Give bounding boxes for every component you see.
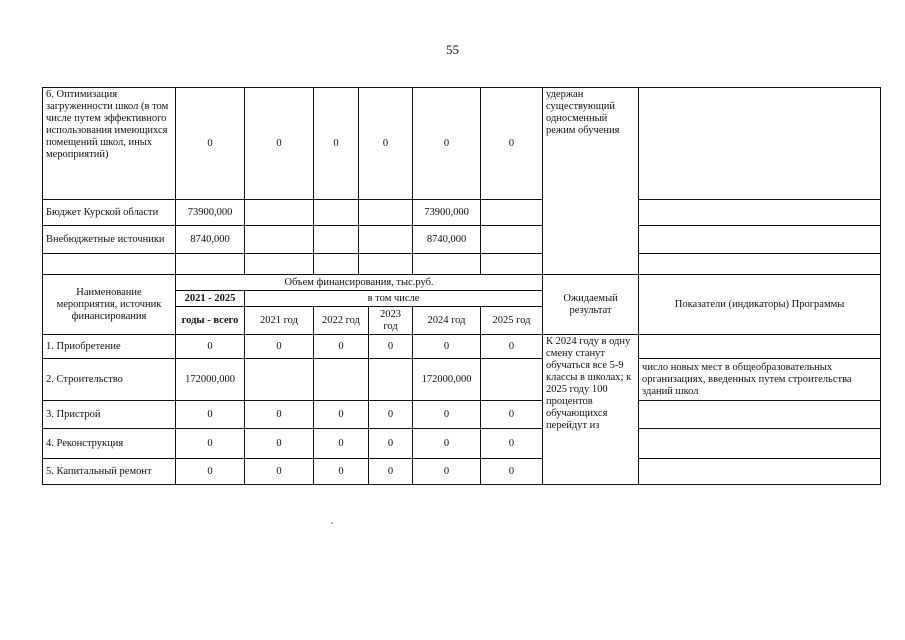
cell-total: 0 bbox=[176, 459, 245, 485]
header-year: 2022 год bbox=[314, 307, 369, 335]
page-number: 55 bbox=[446, 42, 459, 57]
header-name: Наименование мероприятия, источник финансирования bbox=[43, 275, 176, 335]
empty-cell bbox=[639, 254, 881, 275]
cell-2025 bbox=[481, 359, 543, 401]
source-name: Внебюджетные источники bbox=[43, 226, 176, 254]
header-period: 2021 - 2025 bbox=[176, 291, 245, 307]
cell-2023: 0 bbox=[359, 88, 413, 200]
empty-cell bbox=[245, 254, 314, 275]
source-name: Бюджет Курской области bbox=[43, 200, 176, 226]
header-year: 2021 год bbox=[245, 307, 314, 335]
row-name: 1. Приобретение bbox=[43, 335, 176, 359]
cell-2025: 0 bbox=[481, 88, 543, 200]
cell-total: 0 bbox=[176, 401, 245, 429]
cell-2021 bbox=[245, 226, 314, 254]
cell-2023: 0 bbox=[369, 429, 413, 459]
cell-2021: 0 bbox=[245, 88, 314, 200]
cell-2024: 0 bbox=[413, 429, 481, 459]
empty-cell bbox=[314, 254, 359, 275]
header-including: в том числе bbox=[245, 291, 543, 307]
cell-2024: 172000,000 bbox=[413, 359, 481, 401]
empty-cell bbox=[413, 254, 481, 275]
expected-result: К 2024 году в одну смену станут обучаться все 5-9 классы в школах; к 2025 году 100 процентов обучающихся перейдут из bbox=[543, 335, 639, 485]
cell-2024: 0 bbox=[413, 459, 481, 485]
cell-2023 bbox=[359, 226, 413, 254]
cell-2025: 0 bbox=[481, 429, 543, 459]
header-funding: Объем финансирования, тыс.руб. bbox=[176, 275, 543, 291]
cell-2024: 8740,000 bbox=[413, 226, 481, 254]
cell-total: 172000,000 bbox=[176, 359, 245, 401]
cell-total: 0 bbox=[176, 429, 245, 459]
cell-2022 bbox=[314, 226, 359, 254]
header-year: 2023 год bbox=[369, 307, 413, 335]
empty-cell bbox=[43, 254, 176, 275]
cell-2024: 73900,000 bbox=[413, 200, 481, 226]
header-year: 2024 год bbox=[413, 307, 481, 335]
cell-2024: 0 bbox=[413, 335, 481, 359]
row-indicator bbox=[639, 401, 881, 429]
cell-2025 bbox=[481, 226, 543, 254]
cell-total: 0 bbox=[176, 335, 245, 359]
cell-2023 bbox=[359, 200, 413, 226]
cell-2021: 0 bbox=[245, 429, 314, 459]
cell-2024: 0 bbox=[413, 88, 481, 200]
cell-2021: 0 bbox=[245, 459, 314, 485]
cell-2023: 0 bbox=[369, 401, 413, 429]
cell-2022: 0 bbox=[314, 429, 369, 459]
cell-2022: 0 bbox=[314, 459, 369, 485]
cell-2024: 0 bbox=[413, 401, 481, 429]
cell-total: 8740,000 bbox=[176, 226, 245, 254]
cell-2023: 0 bbox=[369, 459, 413, 485]
cell-2021: 0 bbox=[245, 401, 314, 429]
row-name: 2. Строительство bbox=[43, 359, 176, 401]
cell-2025 bbox=[481, 200, 543, 226]
row-indicator bbox=[639, 429, 881, 459]
cell-2025: 0 bbox=[481, 459, 543, 485]
cell-2021: 0 bbox=[245, 335, 314, 359]
cell-2021 bbox=[245, 200, 314, 226]
row-indicator bbox=[639, 335, 881, 359]
header-indicators: Показатели (индикаторы) Программы bbox=[639, 275, 881, 335]
cell-2022 bbox=[314, 359, 369, 401]
section-6-name: 6. Оптимизация загруженности школ (в том числе путем эффективного использования имеющихся помещений школ, иных мероприятий) bbox=[43, 88, 176, 200]
scan-speck bbox=[331, 522, 333, 524]
section-6-indicator bbox=[639, 88, 881, 200]
cell-2025: 0 bbox=[481, 335, 543, 359]
header-result: Ожидаемый результат bbox=[543, 275, 639, 335]
cell-2023 bbox=[369, 359, 413, 401]
header-year: 2025 год bbox=[481, 307, 543, 335]
funding-table-main bbox=[42, 274, 881, 485]
cell-2021 bbox=[245, 359, 314, 401]
row-name: 5. Капитальный ремонт bbox=[43, 459, 176, 485]
row-indicator: число новых мест в общеобразовательных организациях, введенных путем строительства зданий школ bbox=[639, 359, 881, 401]
cell-2022: 0 bbox=[314, 401, 369, 429]
cell-2022 bbox=[314, 200, 359, 226]
row-indicator bbox=[639, 459, 881, 485]
section-6-result: удержан существующий односменный режим обучения bbox=[543, 88, 639, 275]
cell-2022: 0 bbox=[314, 88, 359, 200]
cell-total: 0 bbox=[176, 88, 245, 200]
cell-2022: 0 bbox=[314, 335, 369, 359]
source-indicator bbox=[639, 200, 881, 226]
cell-2023: 0 bbox=[369, 335, 413, 359]
header-total: годы - всего bbox=[176, 307, 245, 335]
row-name: 4. Реконструкция bbox=[43, 429, 176, 459]
empty-cell bbox=[481, 254, 543, 275]
empty-cell bbox=[176, 254, 245, 275]
row-name: 3. Пристрой bbox=[43, 401, 176, 429]
cell-total: 73900,000 bbox=[176, 200, 245, 226]
empty-cell bbox=[359, 254, 413, 275]
cell-2025: 0 bbox=[481, 401, 543, 429]
source-indicator bbox=[639, 226, 881, 254]
funding-table-section-6 bbox=[42, 87, 881, 275]
